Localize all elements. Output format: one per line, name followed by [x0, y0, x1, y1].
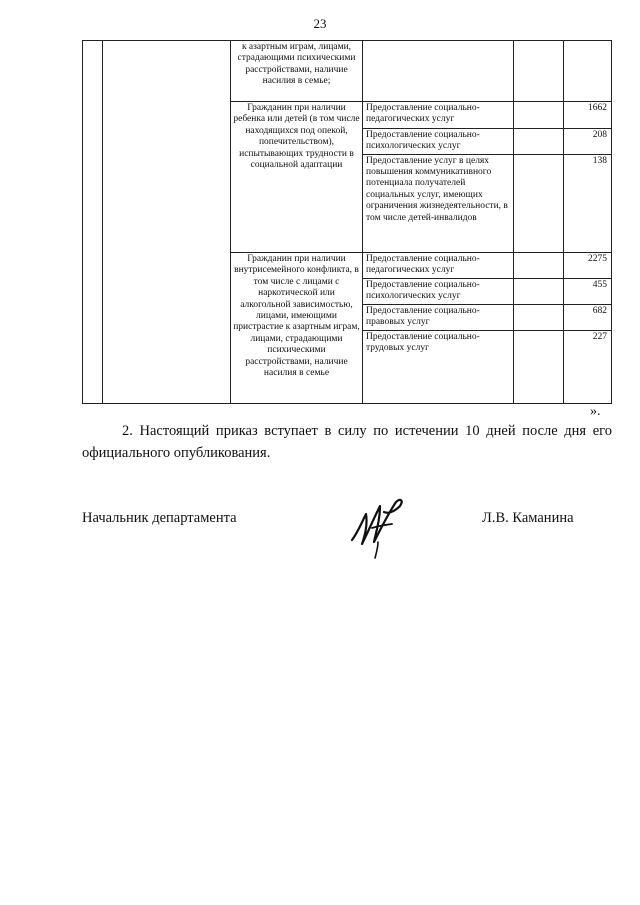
signatory-name: Л.В. Каманина: [482, 510, 574, 526]
value-cell: 455: [563, 278, 611, 304]
table-row: [83, 41, 612, 102]
table-cell-empty: [563, 41, 611, 102]
table-cell-empty: [363, 41, 514, 102]
service-cell: Предоставление социально-психологических услуг: [363, 278, 513, 304]
table-cell-empty: [513, 41, 563, 102]
service-cell: Предоставление социально-трудовых услуг: [363, 330, 513, 403]
signatory-title: Начальник департамента: [82, 510, 237, 526]
value-cell: 2275: [563, 253, 611, 278]
table-cell-empty: [513, 253, 563, 278]
table-cell-empty: [513, 278, 563, 304]
category-cell: Гражданин при наличии ребенка или детей (в том числе находящихся под опекой, попечительством), испытывающих трудности в социальной адаптации: [231, 102, 363, 253]
table-row: [363, 330, 611, 403]
page-number: 23: [313, 16, 327, 31]
table-row: [363, 304, 611, 330]
services-group: [363, 102, 612, 253]
table-row: [363, 128, 611, 154]
closing-quote: ».: [590, 404, 601, 419]
table-row: [363, 102, 611, 128]
value-cell: 208: [563, 128, 611, 154]
table-cell-empty: [83, 41, 103, 404]
handwritten-signature: [348, 492, 408, 562]
service-cell: Предоставление услуг в целях повышения коммуникативного потенциала получателей социальных услуг, имеющих ограничения жизнедеятельности, в том числе детей-инвалидов: [363, 154, 513, 252]
table-row: [363, 278, 611, 304]
category-cell: Гражданин при наличии внутрисемейного конфликта, в том числе с лицами с наркотической или алкогольной зависимостью, лицами, имеющими пристрастие к азартным играм, лицами, страдающими психическими расстройствами, наличие насилия в семье: [231, 253, 363, 404]
services-table: [82, 40, 612, 404]
table-cell-empty: [513, 304, 563, 330]
table-cell-empty: [513, 154, 563, 252]
table-cell-empty: [513, 128, 563, 154]
value-cell: 227: [563, 330, 611, 403]
service-cell: Предоставление социально-правовых услуг: [363, 304, 513, 330]
value-cell: 1662: [563, 102, 611, 128]
paragraph-effective-date: 2. Настоящий приказ вступает в силу по истечении 10 дней после дня его официального опубликования.: [82, 423, 612, 461]
service-cell: Предоставление социально-психологических услуг: [363, 128, 513, 154]
table-cell-empty: [103, 41, 231, 404]
table-cell-empty: [513, 330, 563, 403]
table-row: [363, 253, 611, 278]
value-cell: 682: [563, 304, 611, 330]
table-cell-empty: [513, 102, 563, 128]
services-group: [363, 253, 612, 404]
table-row: [363, 154, 611, 252]
service-cell: Предоставление социально-педагогических услуг: [363, 253, 513, 278]
value-cell: 138: [563, 154, 611, 252]
category-cell: к азартным играм, лицами, страдающими психическими расстройствами, наличие насилия в семье;: [231, 41, 363, 102]
service-cell: Предоставление социально-педагогических услуг: [363, 102, 513, 128]
